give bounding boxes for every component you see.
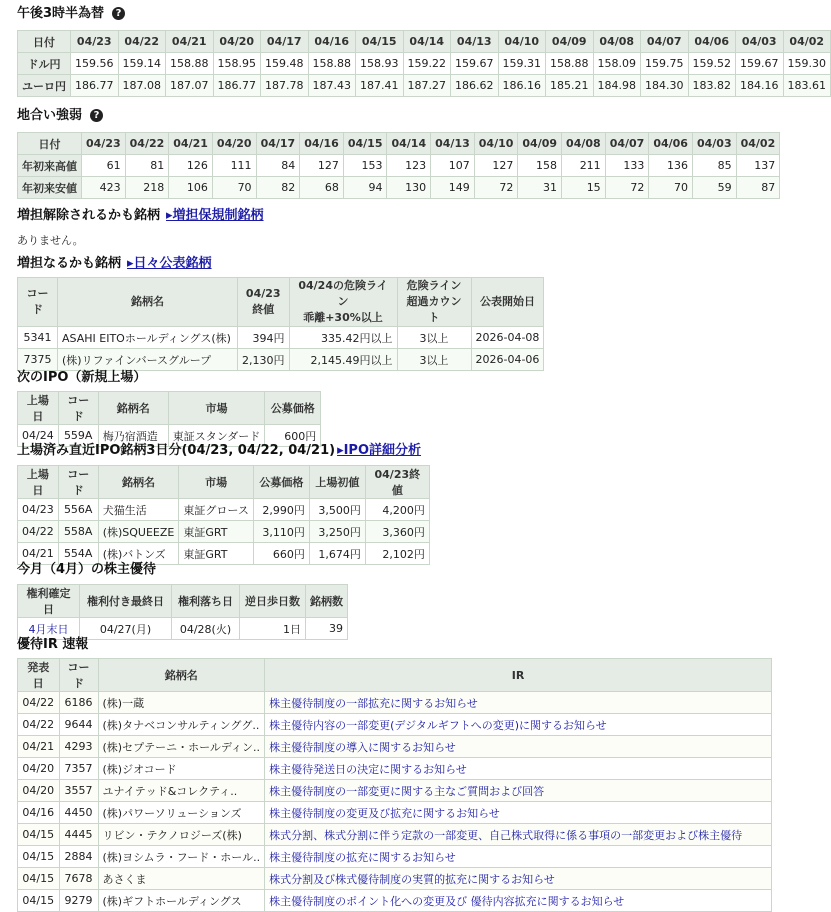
value-cell: 159.56 [71,53,119,75]
table-cell: 東証スタンダード [168,425,265,447]
help-icon[interactable]: ? [112,7,125,20]
value-cell: 82 [256,177,300,199]
value-cell: 149 [431,177,475,199]
value-cell: 111 [212,155,256,177]
table-cell: 600円 [265,425,321,447]
table-cell: 3以上 [397,349,471,371]
column-header: 上場日 [18,466,59,499]
date-column-header: 04/21 [166,31,214,53]
table-row [18,327,544,349]
value-cell: 184.30 [641,75,689,97]
link-cell[interactable]: 株主優待制度のポイント化への変更及び 優待内容拡充に関するお知らせ [265,890,772,912]
link-cell[interactable]: 株主優待内容の一部変更(デジタルギフトへの変更)に関するお知らせ [265,714,772,736]
help-icon[interactable]: ? [90,109,103,122]
table-cell: 4445 [59,824,98,846]
value-cell: 158.88 [166,53,214,75]
link-cell[interactable]: 株主優待制度の変更及び拡充に関するお知らせ [265,802,772,824]
value-cell: 187.07 [166,75,214,97]
table-row [18,692,772,714]
value-cell: 106 [169,177,213,199]
value-cell: 158.95 [213,53,261,75]
table-cell: 394円 [238,327,290,349]
value-cell: 187.41 [356,75,404,97]
table-cell: 3,360円 [365,521,429,543]
value-cell: 70 [212,177,256,199]
table-cell: 2,130円 [238,349,290,371]
table-cell: 4,200円 [365,499,429,521]
value-cell: 187.08 [118,75,166,97]
date-column-header: 04/15 [343,133,387,155]
date-column-header: 04/02 [736,133,780,155]
value-cell: 72 [474,177,518,199]
margin-risk-title [17,256,212,272]
table-cell: 04/22 [18,714,60,736]
column-header: 市場 [179,466,253,499]
value-cell: 15 [562,177,606,199]
column-header: コード [18,278,58,327]
date-column-header: 04/07 [605,133,649,155]
row-label: 年初来安値 [18,177,82,199]
table-cell: 04/21 [18,543,59,565]
table-cell: 4293 [59,736,98,758]
table-cell: 3,500円 [309,499,365,521]
link-cell[interactable]: 株主優待制度の一部拡充に関するお知らせ [265,692,772,714]
value-cell: 183.61 [783,75,831,97]
column-header: コード [59,659,98,692]
value-cell: 31 [518,177,562,199]
date-column-header: 04/17 [261,31,309,53]
row-label: ユーロ円 [18,75,71,97]
link-cell[interactable]: 株式分割及び株式優待制度の実質的拡充に関するお知らせ [265,868,772,890]
table-row [18,802,772,824]
value-cell: 59 [692,177,736,199]
table-row [18,155,780,177]
column-header: 権利確定日 [18,585,80,618]
column-header: IR [265,659,772,692]
date-column-header: 04/23 [71,31,119,53]
table-cell: 6186 [59,692,98,714]
header-row [18,466,430,499]
table-cell: あさくま [98,868,265,890]
column-header: 上場日 [18,392,59,425]
date-column-header: 04/15 [356,31,404,53]
value-cell: 126 [169,155,213,177]
date-column-header: 04/22 [118,31,166,53]
table-cell: 7678 [59,868,98,890]
column-header: 銘柄名 [58,278,238,327]
value-cell: 70 [649,177,693,199]
table-row [18,758,772,780]
header-row [18,659,772,692]
header-row [18,585,348,618]
value-cell: 61 [82,155,126,177]
link-cell[interactable]: 株主優待制度の導入に関するお知らせ [265,736,772,758]
column-header: 公募価格 [265,392,321,425]
column-header: 逆日歩日数 [240,585,306,618]
table-cell: 東証GRT [179,521,253,543]
date-column-header: 04/16 [300,133,344,155]
date-header: 日付 [18,133,82,155]
date-column-header: 04/17 [256,133,300,155]
margin-risk-label: 増担なるかも銘柄 [17,256,122,271]
value-cell: 159.52 [688,53,736,75]
value-cell: 158.88 [308,53,356,75]
value-cell: 187.43 [308,75,356,97]
value-cell: 211 [562,155,606,177]
date-column-header: 04/03 [692,133,736,155]
link-cell[interactable]: 株主優待制度の拡充に関するお知らせ [265,846,772,868]
strength-title: 地合い強弱 [17,108,83,123]
margin-release-empty: ありません。 [17,234,84,247]
link-cell[interactable]: 4月末日 [18,618,80,640]
column-header: 04/23終値 [365,466,429,499]
date-column-header: 04/20 [213,31,261,53]
header-row [18,392,321,425]
column-header: 銘柄名 [98,466,179,499]
ir-title: 優待IR 速報 [17,637,89,652]
table-cell: ASAHI EITOホールディングス(株) [58,327,238,349]
date-column-header: 04/08 [593,31,641,53]
value-cell: 183.82 [688,75,736,97]
table-row [18,177,780,199]
date-column-header: 04/07 [641,31,689,53]
table-cell: 2026-04-06 [471,349,544,371]
column-header: 上場初値 [309,466,365,499]
table-row [18,499,430,521]
daily-announce-link[interactable]: ▸日々公表銘柄 [127,256,212,271]
column-header: 04/24の危険ライン 乖離+30%以上 [289,278,397,327]
value-cell: 158.09 [593,53,641,75]
table-cell: 5341 [18,327,58,349]
table-cell: (株)パワーソリューションズ [98,802,265,824]
table-cell: (株)ギフトホールディングス [98,890,265,912]
column-header: 市場 [168,392,265,425]
margin-regulation-link[interactable]: ▸増担保規制銘柄 [166,208,264,223]
date-column-header: 04/09 [546,31,594,53]
fx-title: 午後3時半為替 [17,6,105,21]
header-row [18,31,831,53]
value-cell: 184.16 [736,75,784,97]
column-header: 権利付き最終日 [80,585,172,618]
table-cell: 04/27(月) [80,618,172,640]
value-cell: 133 [605,155,649,177]
benefit-title: 今月（4月）の株主優待 [17,562,157,577]
table-cell: 2,145.49円以上 [289,349,397,371]
column-header: 発表日 [18,659,60,692]
value-cell: 186.16 [498,75,546,97]
date-column-header: 04/09 [518,133,562,155]
value-cell: 123 [387,155,431,177]
value-cell: 84 [256,155,300,177]
value-cell: 159.14 [118,53,166,75]
table-cell: 2884 [59,846,98,868]
value-cell: 186.77 [71,75,119,97]
value-cell: 130 [387,177,431,199]
value-cell: 423 [82,177,126,199]
ipo-recent-table [17,465,430,565]
date-column-header: 04/21 [169,133,213,155]
margin-risk-table [17,277,544,371]
table-cell: 7357 [59,758,98,780]
date-column-header: 04/13 [451,31,499,53]
date-column-header: 04/02 [783,31,831,53]
column-header: 公表開始日 [471,278,544,327]
column-header: コード [58,466,98,499]
link-cell[interactable]: 株主優待発送日の決定に関するお知らせ [265,758,772,780]
table-cell: 04/16 [18,802,60,824]
value-cell: 158.93 [356,53,404,75]
value-cell: 159.22 [403,53,451,75]
column-header: 銘柄名 [98,659,265,692]
table-cell: ユナイテッド&コレクティ.. [98,780,265,802]
date-column-header: 04/13 [431,133,475,155]
table-cell: (株)一蔵 [98,692,265,714]
table-cell: 3,110円 [253,521,309,543]
value-cell: 94 [343,177,387,199]
value-cell: 186.62 [451,75,499,97]
ipo-next-title: 次のIPO（新規上場） [17,370,147,385]
value-cell: 187.78 [261,75,309,97]
header-row [18,278,544,327]
table-cell: (株)セプテーニ・ホールディン.. [98,736,265,758]
table-cell: 9644 [59,714,98,736]
value-cell: 158 [518,155,562,177]
date-column-header: 04/23 [82,133,126,155]
table-cell: 04/21 [18,736,60,758]
value-cell: 137 [736,155,780,177]
table-cell: (株)リファインバースグループ [58,349,238,371]
table-cell: 04/15 [18,868,60,890]
value-cell: 218 [125,177,169,199]
ipo-recent-title [17,443,421,459]
date-column-header: 04/08 [562,133,606,155]
table-cell: 04/20 [18,758,60,780]
strength-table [17,132,780,199]
value-cell: 68 [300,177,344,199]
date-column-header: 04/22 [125,133,169,155]
value-cell: 81 [125,155,169,177]
table-cell: 04/23 [18,499,59,521]
benefit-table [17,584,348,640]
row-label: ドル円 [18,53,71,75]
date-column-header: 04/14 [403,31,451,53]
date-column-header: 04/10 [474,133,518,155]
table-row [18,780,772,802]
date-column-header: 04/03 [736,31,784,53]
table-row [18,521,430,543]
row-label: 年初来高値 [18,155,82,177]
table-row [18,736,772,758]
table-cell: 2,102円 [365,543,429,565]
date-column-header: 04/20 [212,133,256,155]
date-column-header: 04/06 [688,31,736,53]
column-header: 04/23 終値 [238,278,290,327]
table-cell: 04/20 [18,780,60,802]
value-cell: 159.67 [451,53,499,75]
table-row [18,890,772,912]
link-cell[interactable]: 株主優待制度の一部変更に関する主なご質問および回答 [265,780,772,802]
date-column-header: 04/14 [387,133,431,155]
table-cell: 2026-04-08 [471,327,544,349]
column-header: 銘柄数 [306,585,348,618]
value-cell: 136 [649,155,693,177]
table-row [18,714,772,736]
table-row [18,824,772,846]
column-header: 危険ライン 超過カウント [397,278,471,327]
table-row [18,868,772,890]
value-cell: 72 [605,177,649,199]
table-cell: 犬猫生活 [98,499,179,521]
value-cell: 153 [343,155,387,177]
table-cell: 660円 [253,543,309,565]
table-cell: 559A [58,425,98,447]
table-cell: (株)タナベコンサルティンググ.. [98,714,265,736]
table-cell: 梅乃宿酒造 [98,425,168,447]
fx-table [17,30,831,97]
table-cell: 9279 [59,890,98,912]
table-cell: 東証GRT [179,543,253,565]
column-header: 公募価格 [253,466,309,499]
header-row [18,133,780,155]
value-cell: 159.48 [261,53,309,75]
value-cell: 159.30 [783,53,831,75]
table-cell: 04/15 [18,846,60,868]
margin-release-title [17,208,264,224]
value-cell: 159.67 [736,53,784,75]
value-cell: 127 [474,155,518,177]
value-cell: 184.98 [593,75,641,97]
table-row [18,349,544,371]
ipo-detail-link[interactable]: ▸IPO詳細分析 [337,443,422,458]
column-header: 権利落ち日 [172,585,240,618]
table-cell: 2,990円 [253,499,309,521]
table-cell: 1,674円 [309,543,365,565]
fx-section-title [17,6,125,22]
value-cell: 186.77 [213,75,261,97]
table-cell: 04/22 [18,521,59,543]
ipo-next-table [17,391,321,447]
value-cell: 159.75 [641,53,689,75]
table-cell: 39 [306,618,348,640]
margin-release-label: 増担解除されるかも銘柄 [17,208,161,223]
table-cell: 335.42円以上 [289,327,397,349]
table-cell: 04/15 [18,890,60,912]
date-column-header: 04/06 [649,133,693,155]
table-cell: 558A [58,521,98,543]
table-row [18,75,831,97]
ir-table [17,658,772,912]
value-cell: 127 [300,155,344,177]
value-cell: 159.31 [498,53,546,75]
value-cell: 107 [431,155,475,177]
value-cell: 185.21 [546,75,594,97]
table-cell: (株)ヨシムラ・フード・ホール.. [98,846,265,868]
table-cell: (株)SQUEEZE [98,521,179,543]
value-cell: 87 [736,177,780,199]
column-header: コード [58,392,98,425]
table-cell: 4450 [59,802,98,824]
date-column-header: 04/16 [308,31,356,53]
table-cell: 04/22 [18,692,60,714]
value-cell: 85 [692,155,736,177]
table-cell: 04/28(火) [172,618,240,640]
table-cell: 3557 [59,780,98,802]
table-cell: (株)ジオコード [98,758,265,780]
value-cell: 187.27 [403,75,451,97]
date-header: 日付 [18,31,71,53]
table-cell: 1日 [240,618,306,640]
table-cell: 556A [58,499,98,521]
link-cell[interactable]: 株式分割、株式分割に伴う定款の一部変更、自己株式取得に係る事項の一部変更および株主優待 [265,824,772,846]
table-cell: (株)バトンズ [98,543,179,565]
table-row [18,846,772,868]
strength-section-title [17,108,103,124]
table-cell: 3,250円 [309,521,365,543]
column-header: 銘柄名 [98,392,168,425]
ipo-recent-label: 上場済み直近IPO銘柄3日分(04/23, 04/22, 04/21) [17,443,336,458]
table-cell: 東証グロース [179,499,253,521]
table-cell: リビン・テクノロジーズ(株) [98,824,265,846]
table-row [18,53,831,75]
table-cell: 04/15 [18,824,60,846]
table-cell: 554A [58,543,98,565]
date-column-header: 04/10 [498,31,546,53]
table-cell: 7375 [18,349,58,371]
table-cell: 04/24 [18,425,59,447]
table-cell: 3以上 [397,327,471,349]
value-cell: 158.88 [546,53,594,75]
